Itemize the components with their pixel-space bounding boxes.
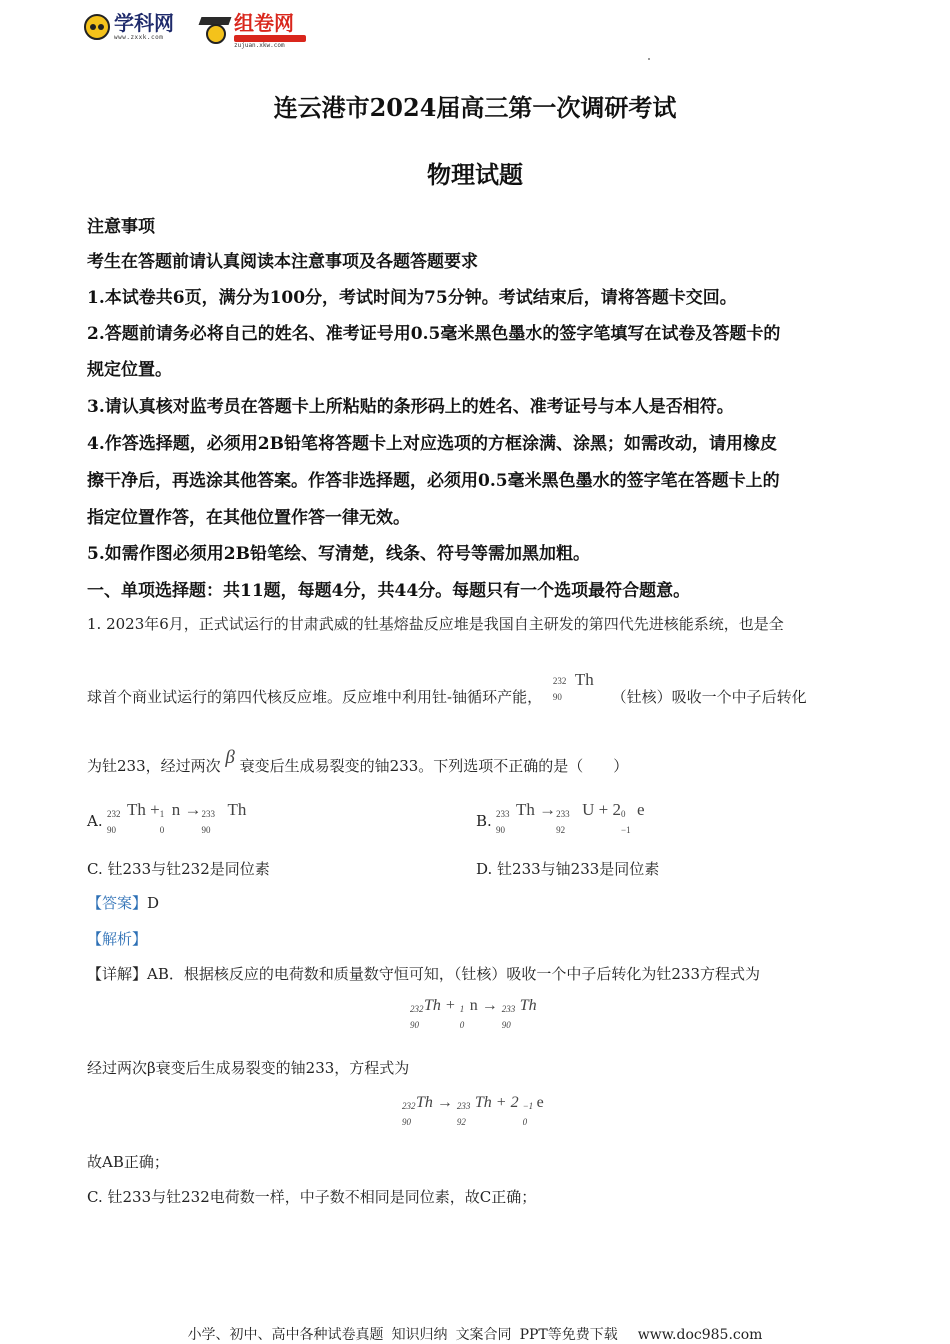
charge-number: 0 bbox=[522, 1117, 528, 1127]
mass-number: 233 bbox=[456, 1101, 471, 1111]
detail-line bbox=[87, 963, 760, 984]
notice-item: 指定位置作答，在其他位置作答一律无效。 bbox=[87, 508, 410, 528]
ab-correct-line: 故AB正确； bbox=[87, 1153, 169, 1171]
c-correct-line: C. 钍233与钍232电荷数一样，中子数不相同是同位素，故C正确； bbox=[87, 1188, 537, 1206]
mass-number: 1 bbox=[159, 809, 165, 819]
option-b-formula bbox=[496, 800, 645, 835]
mass-number: 232 bbox=[402, 1101, 416, 1111]
footer-item: PPT等免费下载 bbox=[519, 1327, 618, 1343]
formula-part: n → bbox=[469, 997, 502, 1014]
formula-part: Th bbox=[227, 800, 247, 819]
page-footer bbox=[0, 1324, 950, 1344]
mass-number: 232 bbox=[107, 809, 121, 819]
notice-item: 1.本试卷共6页，满分为100分，考试时间为75分钟。考试结束后，请将答题卡交回。 bbox=[87, 288, 737, 308]
question-text: 球首个商业试运行的第四代核反应堆。反应堆中利用钍-铀循环产能， bbox=[87, 688, 543, 706]
charge-number: 0 bbox=[459, 1020, 465, 1030]
graduation-cap-icon bbox=[200, 17, 230, 45]
logo1-name: 学科网 bbox=[114, 11, 174, 35]
analysis-label: 【解析】 bbox=[87, 930, 148, 948]
notice-item: 规定位置。 bbox=[87, 360, 172, 380]
formula-part: Th + 2 bbox=[474, 1094, 523, 1111]
charge-number: 90 bbox=[501, 1020, 511, 1030]
question-text: 衰变后生成易裂变的铀233。下列选项不正确的是（ ） bbox=[239, 757, 629, 775]
page-title: 连云港市2024届高三第一次调研考试 bbox=[273, 93, 677, 122]
speck bbox=[648, 58, 650, 60]
mass-number: 233 bbox=[496, 809, 510, 819]
mass-number: −1 bbox=[522, 1101, 534, 1111]
zxxk-logo bbox=[84, 12, 174, 41]
owl-face-icon bbox=[84, 14, 110, 40]
formula-part: Th → bbox=[416, 1094, 457, 1111]
detail-label: 【详解】 bbox=[87, 965, 148, 983]
question-line bbox=[87, 670, 807, 707]
mass-number: 0 bbox=[621, 809, 626, 819]
mass-number: 233 bbox=[556, 809, 570, 819]
footer-url[interactable]: www.doc985.com bbox=[637, 1327, 763, 1343]
section-heading: 一、单项选择题：共11题，每题4分，共44分。每题只有一个选项最符合题意。 bbox=[87, 581, 691, 601]
notice-heading: 注意事项 bbox=[87, 217, 155, 237]
formula-part: e bbox=[536, 1094, 544, 1111]
option-d: D. 钍233与铀233是同位素 bbox=[476, 860, 660, 878]
beta-symbol: β bbox=[225, 747, 235, 768]
formula-part: U + 2 bbox=[582, 800, 622, 819]
charge-number: 90 bbox=[496, 825, 505, 835]
mass-number: 233 bbox=[201, 809, 215, 819]
question-line: 1. 2023年6月，正式试运行的甘肃武威的钍基熔盐反应堆是我国自主研发的第四代先进核能系统，也是全 bbox=[87, 615, 784, 633]
footer-item: 知识归纳 bbox=[391, 1327, 448, 1343]
answer-label: 【答案】 bbox=[87, 894, 148, 912]
charge-number: 90 bbox=[201, 825, 211, 835]
charge-number: 90 bbox=[552, 692, 562, 702]
formula-part: Th + bbox=[127, 800, 160, 819]
notice-intro: 考生在答题前请认真阅读本注意事项及各题答题要求 bbox=[87, 252, 478, 272]
answer-line bbox=[87, 892, 159, 913]
notice-item: 5.如需作图必须用2B铅笔绘、写清楚，线条、符号等需加黑加粗。 bbox=[87, 544, 590, 564]
logo2-url: zujuan.xkw.com bbox=[234, 42, 285, 49]
option-c: C. 钍233与钍232是同位素 bbox=[87, 860, 270, 878]
mass-number: 1 bbox=[459, 1004, 465, 1014]
charge-number: 92 bbox=[456, 1117, 466, 1127]
formula-part: Th + bbox=[424, 997, 460, 1014]
option-label: A. bbox=[87, 812, 103, 830]
option-a-formula bbox=[107, 800, 247, 835]
decay-line: 经过两次β衰变后生成易裂变的铀233，方程式为 bbox=[87, 1059, 410, 1077]
formula-part: e bbox=[637, 800, 645, 819]
formula-part: n → bbox=[171, 800, 202, 819]
formula-part: Th bbox=[519, 997, 537, 1014]
charge-number: 90 bbox=[402, 1117, 411, 1127]
notice-item: 擦干净后，再选涂其他答案。作答非选择题，必须用0.5毫米黑色墨水的签字笔在答题卡上的 bbox=[87, 471, 780, 491]
notice-item: 3.请认真核对监考员在答题卡上所粘贴的条形码上的姓名、准考证号与本人是否相符。 bbox=[87, 397, 734, 417]
footer-item: 小学、初中、高中各种试卷真题 bbox=[187, 1327, 384, 1343]
footer-item: 文案合同 bbox=[455, 1327, 512, 1343]
thorium-nuclide bbox=[552, 670, 601, 702]
mass-number: 233 bbox=[501, 1004, 516, 1014]
logo2-band bbox=[234, 35, 306, 42]
question-text: 为钍233，经过两次 bbox=[87, 757, 221, 775]
question-text: （钍核）吸收一个中子后转化 bbox=[611, 688, 807, 706]
element-symbol: Th bbox=[574, 670, 594, 689]
logo1-url: www.zxxk.com bbox=[114, 34, 164, 41]
zujuan-logo bbox=[200, 12, 306, 49]
mass-number: 232 bbox=[410, 1004, 424, 1014]
equation-1 bbox=[410, 997, 537, 1030]
answer-value: D bbox=[147, 894, 160, 912]
charge-number: 90 bbox=[107, 825, 116, 835]
question-line bbox=[87, 747, 629, 777]
equation-2 bbox=[402, 1094, 544, 1127]
formula-part: Th → bbox=[516, 800, 557, 819]
page-subtitle: 物理试题 bbox=[427, 160, 523, 189]
charge-number: 0 bbox=[159, 825, 165, 835]
logo2-name: 组卷网 bbox=[234, 11, 294, 35]
mass-number: 232 bbox=[552, 676, 567, 686]
charge-number: 92 bbox=[556, 825, 566, 835]
charge-number: 90 bbox=[410, 1020, 419, 1030]
charge-number: −1 bbox=[621, 825, 631, 835]
option-label: B. bbox=[476, 812, 492, 830]
notice-item: 4.作答选择题，必须用2B铅笔将答题卡上对应选项的方框涂满、涂黑；如需改动，请用橡皮 bbox=[87, 434, 777, 454]
detail-text: AB．根据核反应的电荷数和质量数守恒可知，（钍核）吸收一个中子后转化为钍233方程式为 bbox=[147, 965, 761, 983]
notice-item: 2.答题前请务必将自己的姓名、准考证号用0.5毫米黑色墨水的签字笔填写在试卷及答题卡的 bbox=[87, 324, 781, 344]
